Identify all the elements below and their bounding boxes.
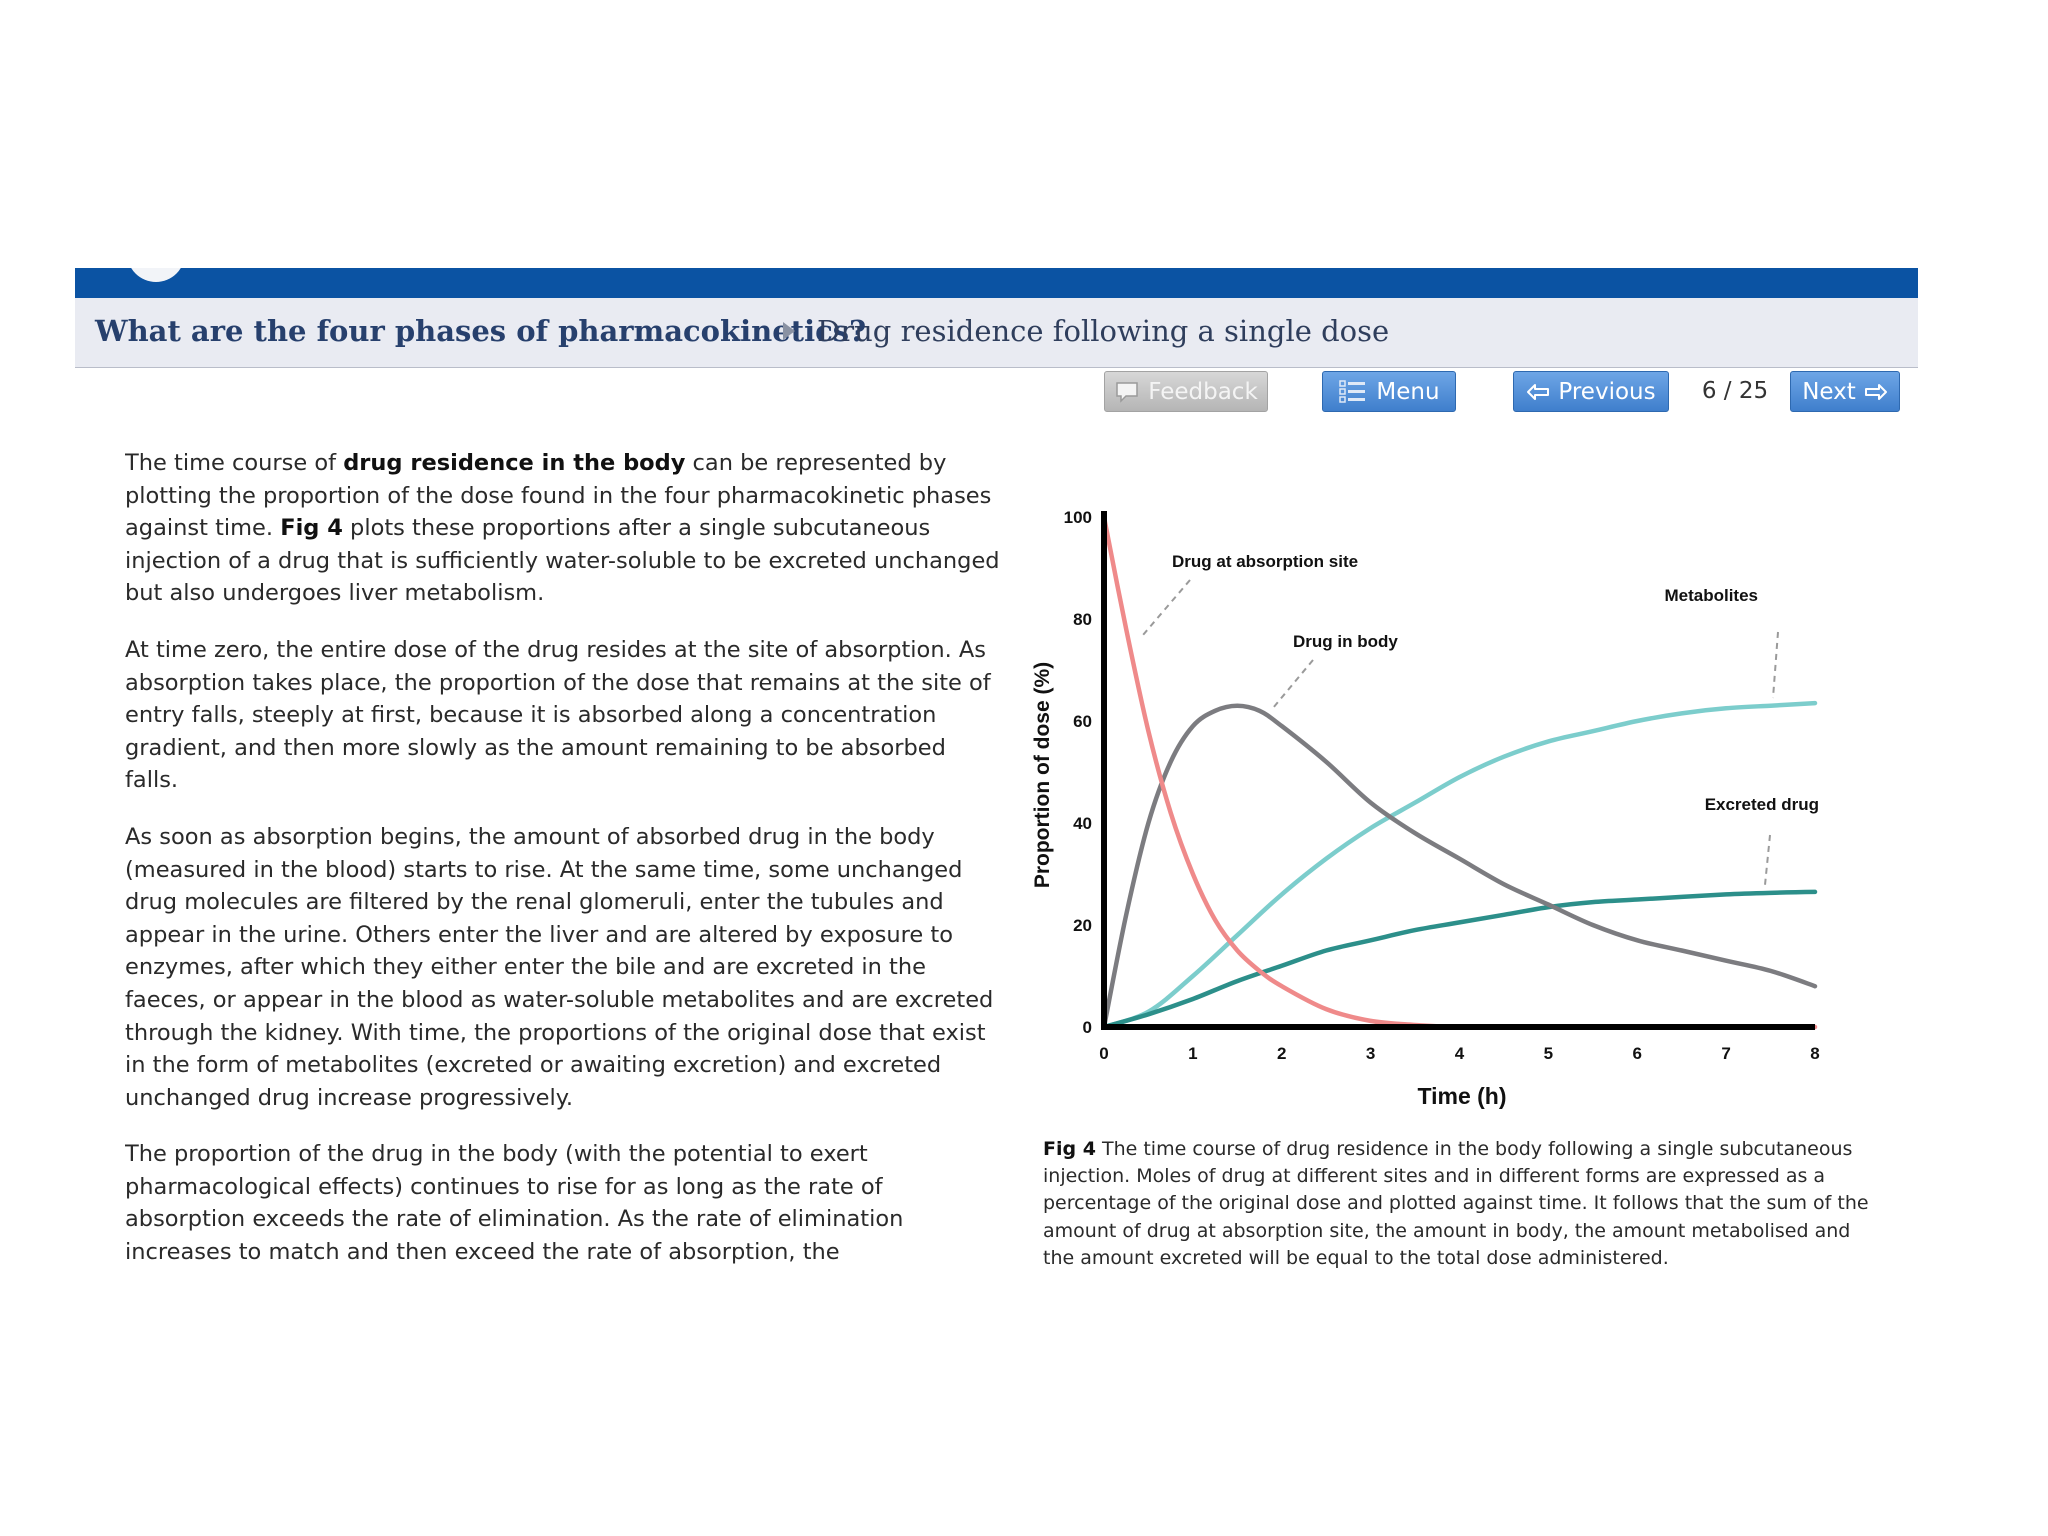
p1-text-a: The time course of <box>125 450 344 476</box>
x-tick-label: 1 <box>1188 1044 1198 1063</box>
arrow-right-icon <box>1864 383 1888 401</box>
speech-bubble-icon <box>1114 380 1140 404</box>
series-labels <box>1172 552 1819 814</box>
paragraph-3: As soon as absorption begins, the amount of absorbed drug in the body (measured in the blood) starts to rise. At the same time, some unchanged drug molecules are filtered by the renal glomeruli, enter the tubules and appear in the urine. Others enter the liver and are altered by exposure to enzymes, after which they either enter the bile and are excreted in the faeces, or appear in the blood as water-soluble metabolites and are excreted through the kidney. With time, the proportions of the original dose that exist in the form of metabolites (excreted or awaiting excretion) and excreted unchanged drug increase progressively. <box>125 823 994 1111</box>
caption-text: The time course of drug residence in the body following a single subcutaneous injection. Moles of drug at different sites and in different forms are expressed as a percentage of the original dose and plotted against time. It follows that the sum of the amount of drug at absorption site, the amount in body, the amount metabolised and the amount excreted will be equal to the total dose administered. <box>1043 1138 1869 1269</box>
leader-line <box>1773 632 1778 698</box>
drug-in-bodyline <box>1104 706 1815 1027</box>
p1-text-e: plots these proportions after a single subcutaneous injection of a drug that is sufficiently water-soluble to be excreted unchanged but also undergoes liver metabolism. <box>125 515 1000 607</box>
logo-circle <box>127 268 185 282</box>
y-axis-title: Proportion of dose (%) <box>1031 661 1054 889</box>
next-button[interactable] <box>1790 371 1900 412</box>
menu-button[interactable] <box>1322 371 1456 412</box>
y-tick-label: 80 <box>1073 610 1092 629</box>
leader-line <box>1765 835 1770 885</box>
breadcrumb <box>75 298 1918 368</box>
previous-button[interactable] <box>1513 371 1669 412</box>
metabolitesline <box>1104 703 1815 1027</box>
page-counter: 6 / 25 <box>1701 378 1769 404</box>
figure-caption <box>1043 1136 1873 1281</box>
y-tick-label: 60 <box>1073 712 1092 731</box>
feedback-button[interactable] <box>1104 371 1268 412</box>
x-tick-label: 8 <box>1810 1044 1820 1063</box>
x-tick-label: 2 <box>1277 1044 1287 1063</box>
lesson-body <box>125 447 1005 1281</box>
previous-label: Previous <box>1558 378 1656 405</box>
breadcrumb-parent-link[interactable]: What are the four phases of pharmacokinetics? <box>95 314 867 348</box>
y-tick-label: 0 <box>1082 1018 1092 1037</box>
x-tick-label: 0 <box>1099 1044 1109 1063</box>
series-label: Metabolites <box>1664 586 1758 605</box>
series-label: Excreted drug <box>1704 795 1819 814</box>
y-tick-label: 100 <box>1063 508 1092 527</box>
caption-label: Fig 4 <box>1043 1138 1096 1160</box>
y-tick-label: 20 <box>1073 916 1092 935</box>
x-tick-label: 3 <box>1365 1044 1376 1063</box>
drug-residence-chart <box>1025 480 1855 1120</box>
series-label: Drug at absorption site <box>1172 552 1359 571</box>
paragraph-4: The proportion of the drug in the body (with the potential to exert pharmacological effects) continues to rise for as long as the rate of absorption exceeds the rate of elimination. As the rate of elimination increases to match and then exceed the rate of absorption, the <box>125 1141 904 1266</box>
p1-fig-ref: Fig 4 <box>280 515 343 542</box>
x-axis-title: Time (h) <box>1417 1083 1507 1109</box>
x-tick-label: 6 <box>1632 1044 1642 1063</box>
breadcrumb-current: Drug residence following a single dose <box>817 314 1390 348</box>
menu-label: Menu <box>1376 378 1440 405</box>
list-icon <box>1338 378 1368 406</box>
leader-lines <box>1143 580 1778 885</box>
y-tick-label: 40 <box>1073 814 1092 833</box>
p1-text-c: can be represented by plotting the proportion of the dose found in the four pharmacokinetic phases against time. <box>125 450 992 542</box>
series-label: Drug in body <box>1293 632 1398 651</box>
top-banner <box>75 268 1918 298</box>
arrow-left-icon <box>1526 383 1550 401</box>
x-tick-label: 5 <box>1543 1044 1554 1063</box>
paragraph-2: At time zero, the entire dose of the drug resides at the site of absorption. As absorption takes place, the proportion of the dose that remains at the site of entry falls, steeply at first, because it is absorbed along a concentration gradient, and then more slowly as the amount remaining to be absorbed falls. <box>125 636 991 794</box>
next-label: Next <box>1802 378 1856 405</box>
leader-line <box>1143 580 1190 635</box>
p1-bold-term: drug residence in the body <box>343 450 686 476</box>
breadcrumb-separator-icon <box>783 322 795 340</box>
leader-line <box>1273 660 1313 708</box>
x-tick-label: 4 <box>1454 1044 1465 1063</box>
paragraph-1 <box>125 447 1005 610</box>
feedback-label: Feedback <box>1148 378 1258 405</box>
x-tick-label: 7 <box>1721 1044 1731 1063</box>
